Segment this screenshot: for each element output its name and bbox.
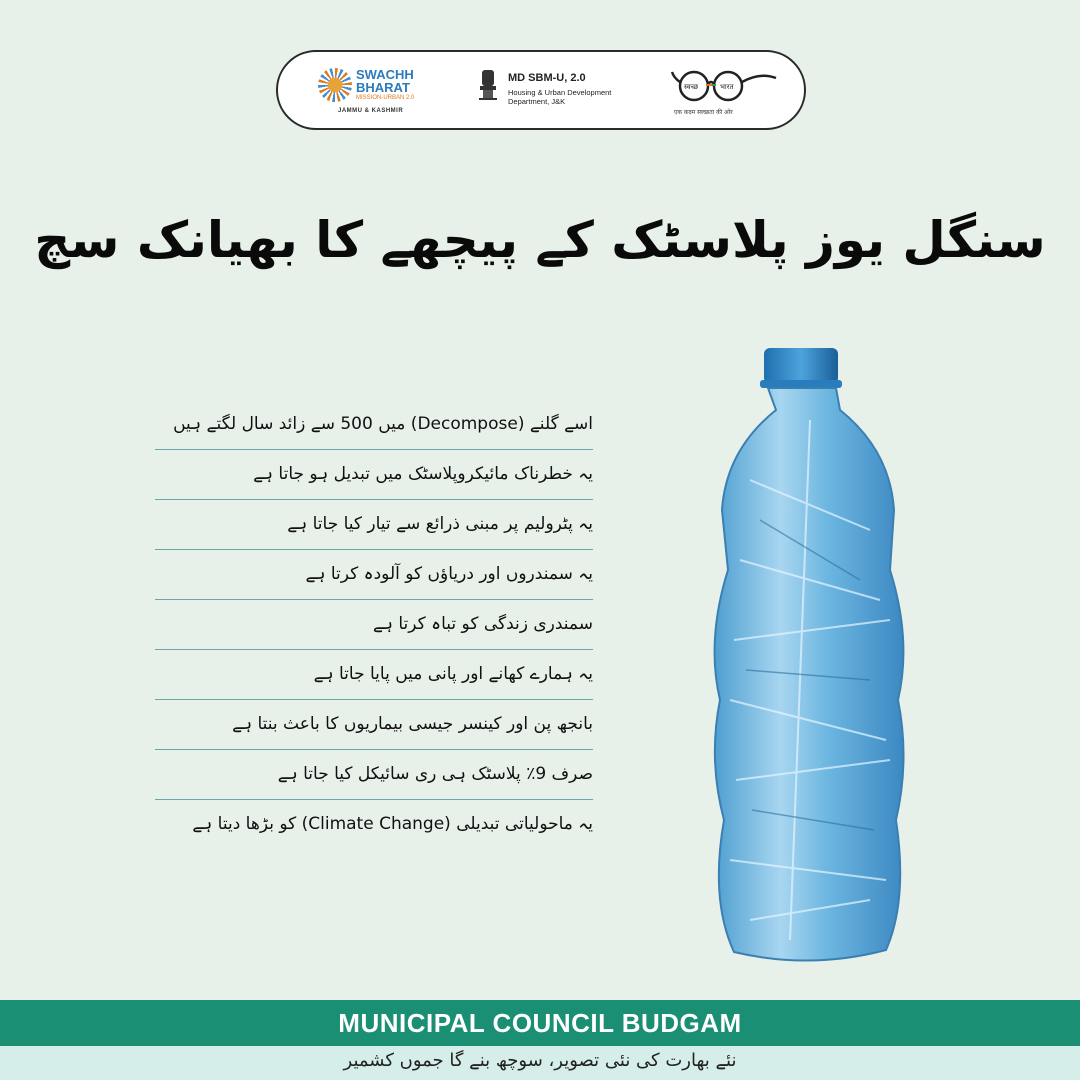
swachh-bharat-mission-logo	[318, 64, 428, 120]
fact-item: صرف 9٪ پلاسٹک ہی ری سائیکل کیا جاتا ہے	[155, 750, 593, 800]
swachh-right-word: भारत	[720, 83, 734, 91]
facts-list	[155, 400, 593, 850]
fact-item: یہ ماحولیاتی تبدیلی (Climate Change) کو بڑھا دیتا ہے	[192, 814, 593, 834]
swachh-left-word: स्वच्छ	[684, 83, 699, 91]
sbm-line2: BHARAT	[356, 80, 410, 95]
swachh-bharat-glasses-logo	[670, 64, 780, 120]
footer-title: MUNICIPAL COUNCIL BUDGAM	[338, 1008, 742, 1038]
footer-tagline: نئے بھارت کی نئی تصویر، سوچھ بنے گا جموں کشمیر	[0, 1046, 1080, 1080]
swachh-tagline: एक कदम स्वच्छता की ओर	[674, 109, 733, 116]
sbm-sunburst-icon	[318, 68, 352, 102]
fact-item: سمندری زندگی کو تباہ کرتا ہے	[155, 600, 593, 650]
fact-item: یہ پٹرولیم پر مبنی ذرائع سے تیار کیا جاتا ہے	[155, 500, 593, 550]
fact-item: یہ ہمارے کھانے اور پانی میں پایا جاتا ہے	[155, 650, 593, 700]
sbm-line4: JAMMU & KASHMIR	[338, 108, 404, 114]
gandhi-glasses-icon	[670, 66, 780, 102]
plastic-bottle-image	[690, 340, 930, 980]
md-subtitle: Housing & Urban Development Department, J&K	[508, 88, 612, 106]
fact-item: یہ خطرناک مائیکروپلاسٹک میں تبدیل ہو جاتا ہے	[155, 450, 593, 500]
national-emblem-icon	[478, 68, 498, 102]
fact-item: یہ سمندروں اور دریاؤں کو آلودہ کرتا ہے	[155, 550, 593, 600]
fact-item: بانجھ پن اور کینسر جیسی بیماریوں کا باعث بنتا ہے	[155, 700, 593, 750]
bottle-body	[715, 388, 904, 961]
sbm-line3: MISSION-URBAN 2.0	[356, 95, 415, 101]
md-sbm-logo	[478, 64, 628, 120]
md-title: MD SBM-U, 2.0	[508, 72, 586, 84]
sbm-line1: SWACHH	[356, 67, 414, 82]
fact-item: اسے گلنے (Decompose) میں 500 سے زائد سال لگتے ہیں	[155, 400, 593, 450]
logo-bar	[276, 50, 806, 130]
bottle-cap	[764, 348, 838, 384]
headline: سنگل یوز پلاسٹک کے پیچھے کا بھیانک سچ	[34, 211, 1046, 269]
